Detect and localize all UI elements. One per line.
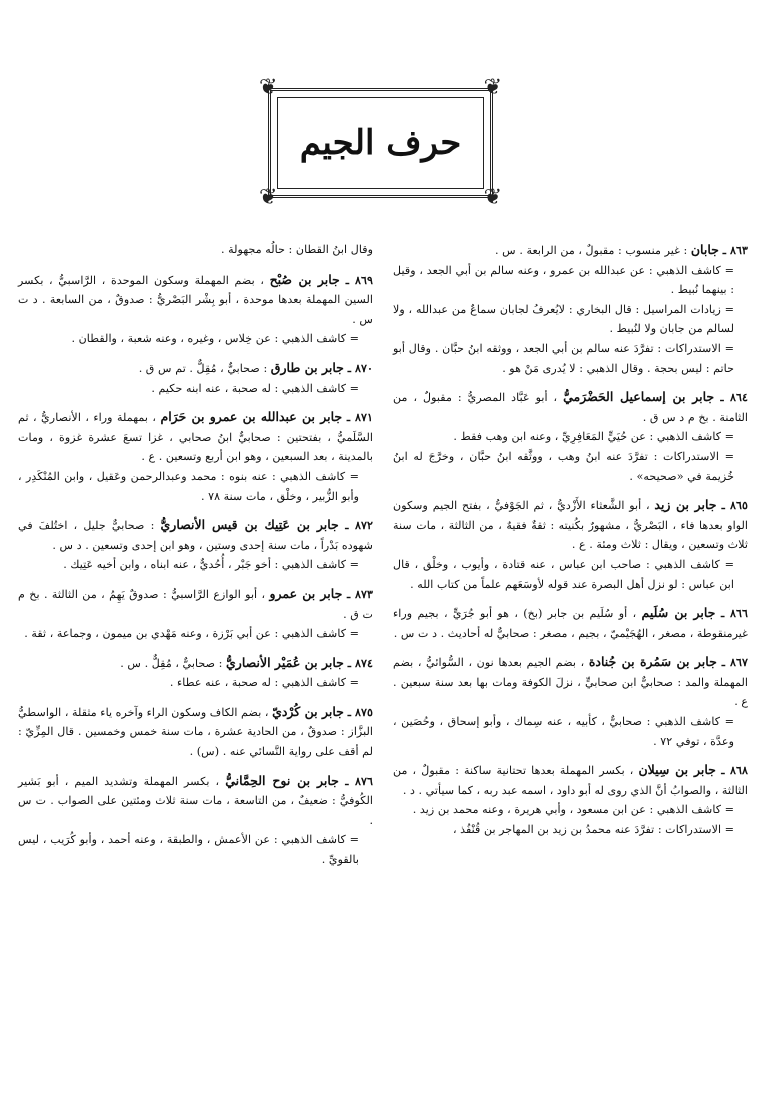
entry-note: = كاشف الذهبي : عن الأعمش ، والطبقة ، وعنه أحمد ، وأبو كُرَيب ، ليس بالقويِّ . [18, 833, 359, 867]
entry-head: ٨٧٦ ـ جابر بن نوح الحِمَّانيُّ ، بكسر المهملة وتشديد الميم ، أبو بَشير الكُوفيُّ : ضعيفٌ ، من التاسعة ، مات سنة ثلاث ومئتين على الصواب . ت س . [18, 772, 374, 827]
entry-text: ، بكسر المهملة بعدها تحتانية ساكنة : مقبولٌ ، من الثالثة ، والصوابُ أنَّ الذي روى له أبو داود ، اسمه عبد ربه ، كما سيأتي . د . [393, 764, 748, 797]
entry-number: ٨٦٣ [729, 243, 748, 257]
biography-entry [393, 240, 748, 378]
biography-entry [393, 760, 748, 839]
entry-head: ٨٦٧ ـ جابر بن سَمُرة بن جُنادة ، بضم الجيم بعدها نون ، السُّوائيُّ ، بضم المهملة والمد : صحابيٌّ ابن صحابيٍّ ، نزلَ الكوفة ومات بها بعد سنة سبعين . ع . [393, 654, 748, 709]
entry-name: جابر بن عبدالله بن عمرو بن حَرَام [160, 409, 343, 425]
ornament-icon: ❦ [259, 75, 278, 100]
entry-number: ٨٧٢ [354, 518, 373, 533]
entry-name: جابر بن زيد [654, 497, 717, 513]
entry-text: ، أو سُلَيم بن جابر (بخ) ، هو أبو جُرَيٍّ ، بجيم وراء غيرمنقوطة ، مصغر ، الهُجَيْميّ ، بجيم ، مصغر : صحابيٌّ له أحاديث . د ت س . [393, 607, 748, 640]
entry-text: : صحابيٌّ ، مُقِلٌّ . س . [120, 656, 223, 670]
entry-note: = كاشف الذهبي : عن أبي بَرْزة ، وعنه مَهْدي بن ميمون ، وجماعة ، ثقة . [24, 627, 359, 641]
biography-entry [393, 495, 748, 594]
biography-entry [18, 515, 373, 575]
entry-name: جابر بن كُرْديّ [272, 703, 344, 719]
entry-number: ٨٧٠ [354, 360, 373, 375]
entry-number: ٨٦٩ [354, 272, 373, 287]
entry-note: = كاشف الذهبي : عن ابن مسعود ، وأبي هريرة ، وعنه محمد بن زيد . [412, 803, 734, 817]
entry-text: ، بمهملة وراء ، الأنصاريُّ ، ثم السَّلَميُّ ، بفتحتين : صحابيٌّ ابنُ صحابي ، غزا تسعَ عشرة غزوة ، ومات بالمدينة ، بعد السبعين ، وهو ابن أربع وتسعين . ع . [18, 411, 373, 464]
entry-text: ، بضم المهملة وسكون الموحدة ، الرَّاسبيُّ ، بكسر السين المهملة بعدها موحدة ، أبو بِشْر البَصْريُّ : صدوقٌ ، من السابعة . د ت س . [18, 273, 373, 326]
entry-number: ٨٦٦ [729, 606, 748, 621]
entry-head: ٨٧١ ـ جابر بن عبدالله بن عمرو بن حَرَام ، بمهملة وراء ، الأنصاريُّ ، ثم السَّلَميُّ ، بفتحتين : صحابيٌّ ابنُ صحابي ، غزا تسعَ عشرة غزوة ، ومات بالمدينة ، بعد السبعين ، وهو ابن أربع وتسعين . ع . [18, 409, 374, 464]
entry-number: ٨٦٨ [729, 763, 748, 778]
ornament-icon: ❦ [483, 75, 502, 100]
entry-text: : صحابيٌّ جليل ، اختُلفَ في شهوده بَدْراً ، مات سنة إحدى وستين ، وهو ابن إحدى وتسعين . د س . [18, 519, 373, 552]
biography-entry [393, 652, 748, 751]
entry-head: ٨٧٥ ـ جابر بن كُرْديّ ، بضم الكاف وسكون الراء وآخره ياء مثقلة ، الواسطيُّ البزَّاز : صدوقٌ ، من الحادية عشرة ، مات سنة خمس وخمسين . قال المِزِّيّ : لم أقف على رواية النَّسائي عنه . (س) . [18, 703, 373, 759]
entry-note: = كاشف الذهبي : عن حُيَيٍّ المَعَافِرِيِّ ، وعنه ابن وهب فقط . [453, 430, 734, 444]
entry-note: = كاشف الذهبي : صاحب ابن عباس ، عنه قتادة ، وأيوب ، وخلْق ، قال ابن عباس : لو نزل أهل البصرة عند قوله لأوسَعَهم علماً من كتاب الله . [393, 557, 734, 591]
entry-head: ٨٦٦ ـ جابر بن سُلَيم ، أو سُلَيم بن جابر (بخ) ، هو أبو جُرَيٍّ ، بجيم وراء غيرمنقوطة ، مصغر ، الهُجَيْميّ ، بجيم ، مصغر : صحابيٌّ له أحاديث . د ت س . [393, 605, 748, 640]
entry-head: ٨٦٤ ـ جابر بن إسماعيل الحَضْرَميُّ ، أبو عَبَّاد المصريُّ : مقبولٌ ، من الثامنة . بخ م د س ق . [393, 389, 749, 424]
entry-number: ٨٦٧ [729, 655, 748, 670]
entry-number: ٨٦٤ [729, 390, 749, 405]
entry-head: ٨٧٠ ـ جابر بن طارق : صحابيٌّ ، مُقِلٌّ . تم س ق . [138, 359, 373, 375]
ornament-icon: ❦ [259, 185, 278, 210]
entry-text: ، أبو عَبَّاد المصريُّ : مقبولٌ ، من الثامنة . بخ م د س ق . [393, 391, 748, 424]
biography-entry [18, 771, 373, 870]
entry-head: ٨٦٥ ـ جابر بن زيد ، أبو الشَّعثاء الأَزْديُّ ، ثم الجَوْفيُّ ، بفتح الجيم وسكون الواو بعدها فاء ، البَصْريُّ ، مشهورٌ بكُنيته : ثقةٌ فقيهٌ ، من الثالثة ، مات سنة ثلاث وتسعين ، ويقال : ثلاث ومئة . ع . [393, 497, 748, 552]
entry-note: = كاشف الذهبي : عنه بنوه : محمد وعبدالرحمن وعَقيل ، وابن المُنْكَدِر ، وأبو الزُّبير ، وخلْق ، مات سنة ٧٨ . [18, 469, 359, 503]
entry-number: ٨٧٤ [354, 655, 373, 670]
continuation-line: وقال ابنُ القطان : حالُه مجهولة . [221, 243, 373, 256]
entry-name: جابر بن طارق [270, 359, 344, 375]
entry-note: = الاستدراكات : تفرَّدَ عنه ابنُ وهب ، ووثَّقه ابنُ حبَّان ، وخرَّجَ له ابنُ خُزيمة في «صحيحه» . [393, 449, 734, 483]
entry-head: ٨٦٨ ـ جابر بن سِيلان ، بكسر المهملة بعدها تحتانية ساكنة : مقبولٌ ، من الثالثة ، والصوابُ أنَّ الذي روى له أبو داود ، اسمه عبد ربه ، كما سيأتي . د . [393, 762, 748, 797]
entry-name: جابان [690, 242, 719, 257]
entry-head: ٨٦٣ ـ جابان : غير منسوب : مقبولٌ ، من الرابعة . س . [495, 242, 748, 257]
entry-note: = الاستدراكات : تفرَّدَ عنه محمدُ بن زيد بن المهاجر بن قُنْفُذ ، [452, 823, 734, 837]
chapter-title: حرف الجيم [299, 123, 462, 163]
entry-note: = كاشف الذهبي : عن خِلاس ، وغيره ، وعنه شعبة ، والقطان . [71, 332, 359, 346]
biography-entry [18, 653, 373, 693]
entry-head: ٨٧٣ ـ جابر بن عمرو ، أبو الوازع الرَّاسبيُّ : صدوقٌ يَهِمُ ، من الثالثة . بخ م ت ق . [18, 585, 373, 621]
entry-text: ، بضم الجيم بعدها نون ، السُّوائيُّ ، بضم المهملة والمد : صحابيٌّ ابن صحابيٍّ ، نزلَ الكوفة ومات بها بعد سنة سبعين . ع . [393, 656, 748, 709]
entry-name: جابر بن عُمَيْر الأنصاريُّ [226, 654, 344, 670]
ornament-icon: ❦ [483, 185, 502, 210]
entry-number: ٨٧٣ [354, 586, 373, 601]
entry-name: جابر بن عَتِيك بن قيس الأنصاريُّ [160, 517, 339, 533]
entry-name: جابر بن سِيلان [638, 762, 716, 778]
entry-text: : غير منسوب : مقبولٌ ، من الرابعة . س . [495, 244, 688, 257]
entry-note: = كاشف الذهبي : له صحبة ، عنه عطاء . [169, 676, 359, 690]
entry-head: ٨٦٩ ـ جابر بن صُبْح ، بضم المهملة وسكون الموحدة ، الرَّاسبيُّ ، بكسر السين المهملة بعدها موحدة ، أبو بِشْر البَصْريُّ : صدوقٌ ، من السابعة . د ت س . [18, 271, 373, 326]
biography-entry [18, 584, 373, 644]
entry-note: = كاشف الذهبي : صحابيٌّ ، كأبيه ، عنه سِماك ، وأبو إسحاق ، وحُصَين ، وعدَّة ، توفي ٧٢ . [393, 715, 734, 748]
entry-text: ، بكسر المهملة وتشديد الميم ، أبو بَشير الكُوفيُّ : ضعيفٌ ، من التاسعة ، مات سنة ثلاث ومئتين على الصواب . ت س . [18, 774, 373, 827]
entry-note: = كاشف الذهبي : عن عبدالله بن عمرو ، وعنه سالم بن أبي الجعد ، وقيل : بينهما نُبيط . [393, 263, 734, 297]
biography-entry [18, 358, 373, 398]
entry-name: جابر بن صُبْح [269, 271, 340, 287]
entry-note: = كاشف الذهبي : أخو جَبْر ، أُحُديٌّ ، عنه ابناه ، وابن أخيه عَتِيك . [63, 558, 359, 572]
entry-note: = كاشف الذهبي : له صحبة ، عنه ابنه حكيم . [151, 381, 359, 395]
biography-entry [18, 407, 373, 506]
entry-note: = الاستدراكات : تفرَّدَ عنه سالم بن أبي الجعد ، ووثقه ابنُ حبَّان . وقال أبو حاتم : ليس بحجة . وقال الذهبي : لا يُدرى مَنْ هو . [393, 341, 734, 375]
entry-text: : صحابيٌّ ، مُقِلٌّ . تم س ق . [138, 361, 268, 375]
entry-number: ٨٧٥ [354, 704, 373, 719]
biography-entry [393, 603, 748, 643]
entry-name: جابر بن نوح الحِمَّانيُّ [225, 772, 339, 788]
chapter-title-frame [259, 75, 502, 210]
biography-entry [18, 702, 373, 762]
entry-name: جابر بن سُلَيم [641, 605, 716, 621]
right-column [393, 240, 748, 849]
entry-number: ٨٦٥ [729, 498, 748, 513]
entry-text: ، بضم الكاف وسكون الراء وآخره ياء مثقلة ، الواسطيُّ البزَّاز : صدوقٌ ، من الحادية عشرة ، مات سنة خمس وخمسين . قال المِزِّيّ : لم أقف على رواية النَّسائي عنه . (س) . [18, 705, 373, 759]
entry-head: ٨٧٢ ـ جابر بن عَتِيك بن قيس الأنصاريُّ : صحابيٌّ جليل ، اختُلفَ في شهوده بَدْراً ، مات سنة إحدى وستين ، وهو ابن إحدى وتسعين . د س . [18, 517, 373, 552]
entry-name: جابر بن سَمُرة بن جُنادة [588, 654, 717, 670]
entry-text: ، أبو الوازع الرَّاسبيُّ : صدوقٌ يَهِمُ ، من الثالثة . بخ م ت ق . [18, 587, 373, 621]
entry-head: ٨٧٤ ـ جابر بن عُمَيْر الأنصاريُّ : صحابيٌّ ، مُقِلٌّ . س . [120, 654, 373, 670]
biography-entry [18, 270, 373, 349]
biography-entry [393, 387, 748, 486]
left-column [18, 240, 373, 879]
entry-number: ٨٧١ [354, 410, 374, 425]
entry-text: ، أبو الشَّعثاء الأَزْديُّ ، ثم الجَوْفيُّ ، بفتح الجيم وسكون الواو بعدها فاء ، البَصْريُّ ، مشهورٌ بكُنيته : ثقةٌ فقيهٌ ، من الثالثة ، مات سنة ثلاث وتسعين ، ويقال : ثلاث ومئة . ع . [393, 499, 748, 552]
entry-name: جابر بن إسماعيل الحَضْرَميُّ [563, 389, 715, 405]
entry-name: جابر بن عمرو [269, 585, 343, 601]
entry-number: ٨٧٦ [354, 773, 374, 788]
entry-note: = زيادات المراسيل : قال البخاري : لايُعرفُ لجابان سماعٌ من عبدالله ، ولا لسالم من جابان ولا لنُبيط . [393, 302, 734, 336]
